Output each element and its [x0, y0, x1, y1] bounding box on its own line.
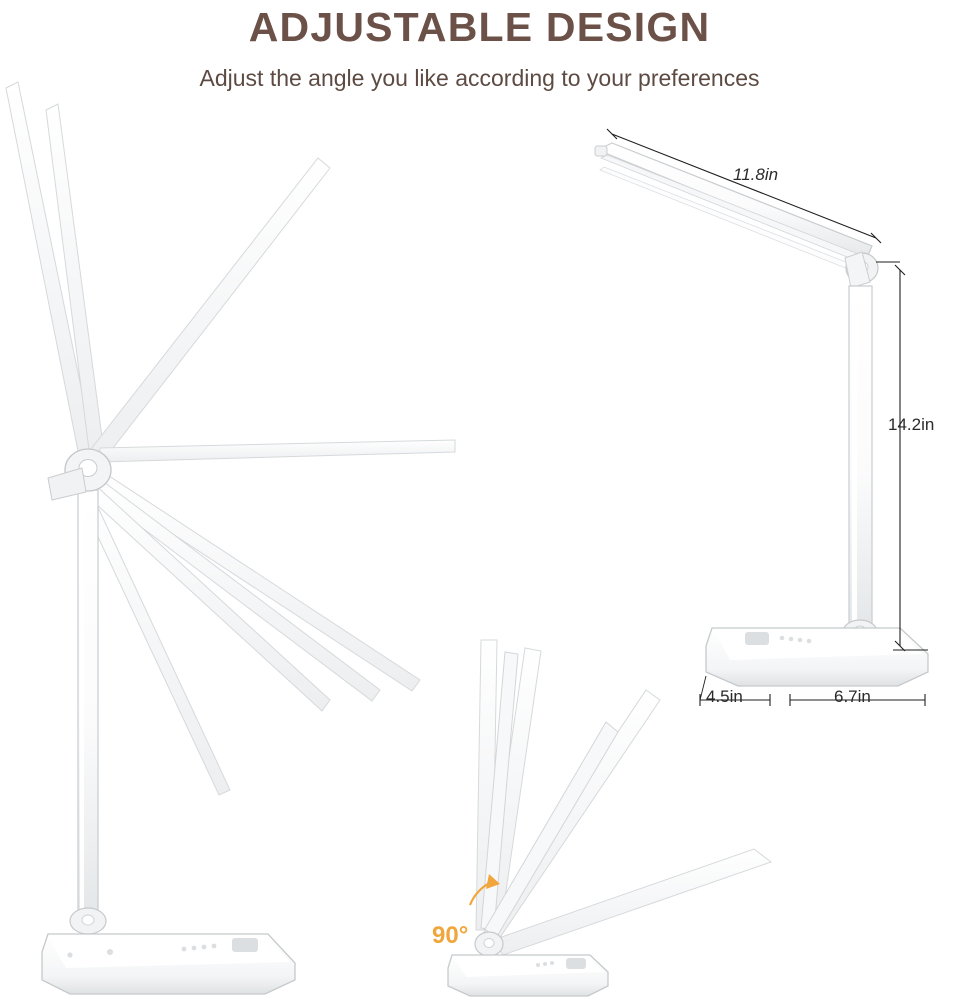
dimension-label-arm-length: 11.8in	[733, 165, 779, 184]
lamp-base-bottom	[448, 955, 608, 996]
lamp-vertical-arm-right	[849, 286, 872, 628]
lamp-elbow-joint-right	[845, 252, 878, 288]
lamp-base-joint-left	[70, 908, 106, 934]
dimension-label-height: 14.2in	[888, 415, 935, 434]
lamp-pivot-joint-bottom	[475, 932, 503, 956]
page-subtitle: Adjust the angle you like according to your preferences	[199, 65, 760, 91]
dimension-label-base-width: 6.7in	[834, 687, 871, 706]
right-dimensioned-lamp	[595, 129, 928, 706]
lamp-base-right	[706, 628, 928, 686]
page-title: ADJUSTABLE DESIGN	[248, 4, 711, 50]
lamp-head-right	[595, 143, 872, 273]
rotation-angle-label: 90°	[432, 922, 469, 949]
lamp-lower-arm-left	[78, 490, 98, 915]
left-multi-angle-lamp	[6, 82, 455, 994]
lamp-base-left	[42, 934, 295, 994]
ghost-arms-left	[6, 82, 455, 795]
dimension-label-base-depth: 4.5in	[706, 687, 743, 706]
